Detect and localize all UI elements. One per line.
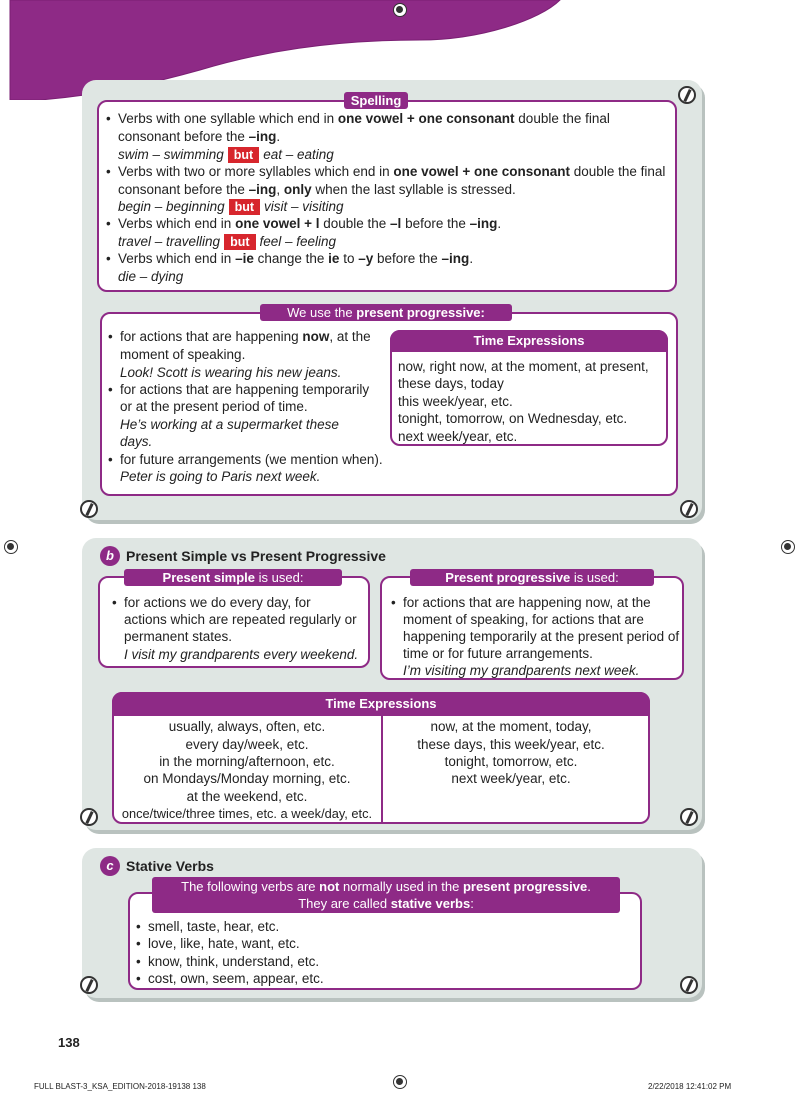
spelling-rule-2: • Verbs with two or more syllables which end in one vowel + one consonant double the final (118, 163, 665, 180)
use-line: • for actions that are happening temporarily (120, 381, 369, 398)
use-line: • for actions that are happening now, at the (120, 328, 371, 345)
progressive-line: happening temporarily at the present period of (403, 629, 680, 644)
registration-mark-left (4, 540, 18, 554)
section-b-badge: b (100, 546, 120, 566)
te-left-item: on Mondays/Monday morning, etc. (143, 771, 351, 786)
time-expressions-divider (381, 716, 383, 824)
stative-verb-item: • love, like, hate, want, etc. (148, 935, 300, 952)
spelling-rule-1: • Verbs with one syllable which end in one vowel + one consonant double the final (118, 110, 610, 127)
progressive-line: • for actions that are happening now, at the (403, 594, 651, 611)
time-expression-item: this week/year, etc. (398, 394, 513, 409)
use-example: Peter is going to Paris next week. (120, 469, 321, 484)
use-line: or at the present period of time. (120, 399, 308, 414)
spelling-example-1: swim – swimming but eat – eating (118, 147, 334, 162)
pin-icon (678, 86, 696, 104)
simple-example: I visit my grandparents every weekend. (124, 647, 359, 662)
present-progressive-title: Present progressive is used: (410, 569, 654, 586)
te-right-item: now, at the moment, today, (430, 719, 592, 734)
stative-verb-item: • smell, taste, hear, etc. (148, 918, 279, 935)
pin-icon (680, 808, 698, 826)
registration-mark-top (393, 3, 407, 17)
use-example: Look! Scott is wearing his new jeans. (120, 365, 342, 380)
progressive-line: time or for future arrangements. (403, 646, 593, 661)
te-left-item: at the weekend, etc. (186, 789, 308, 804)
simple-line: permanent states. (124, 629, 233, 644)
section-c-title: Stative Verbs (126, 858, 214, 874)
time-expression-item: now, right now, at the moment, at present, (398, 359, 649, 374)
present-simple-title: Present simple is used: (124, 569, 342, 586)
page-number: 138 (58, 1035, 80, 1050)
section-b-title: Present Simple vs Present Progressive (126, 548, 386, 564)
pin-icon (80, 808, 98, 826)
spelling-example-2: begin – beginning but visit – visiting (118, 199, 344, 214)
progressive-example: I’m visiting my grandparents next week. (403, 663, 640, 678)
spelling-rule-2-cont: consonant before the –ing, only when the last syllable is stressed. (118, 182, 516, 197)
time-expression-item: tonight, tomorrow, on Wednesday, etc. (398, 411, 628, 426)
use-line: moment of speaking. (120, 347, 246, 362)
stative-verb-item: • cost, own, seem, appear, etc. (148, 970, 324, 987)
stative-header-line-2: They are called stative verbs: (298, 896, 474, 911)
present-progressive-use-title: We use the present progressive: (260, 304, 512, 321)
stative-verbs-header (152, 877, 620, 913)
registration-mark-right (781, 540, 795, 554)
pin-icon (680, 500, 698, 518)
spelling-rule-1-cont: consonant before the –ing. (118, 129, 281, 144)
but-label: but (228, 147, 259, 163)
simple-line: actions which are repeated regularly or (124, 612, 357, 627)
but-label: but (229, 199, 260, 215)
pin-icon (680, 976, 698, 994)
but-label: but (224, 234, 255, 250)
spelling-title: Spelling (344, 92, 408, 109)
te-left-item: once/twice/three times, etc. a week/day, etc. (121, 806, 373, 821)
te-right-item: these days, this week/year, etc. (417, 737, 605, 752)
te-left-item: usually, always, often, etc. (168, 719, 326, 734)
registration-mark-bottom (393, 1075, 407, 1089)
spelling-rule-4: • Verbs which end in –ie change the ie to –y before the –ing. (118, 250, 473, 267)
pin-icon (80, 500, 98, 518)
progressive-line: moment of speaking, for actions that are (403, 612, 644, 627)
te-left-item: in the morning/afternoon, etc. (159, 754, 335, 769)
stative-verb-item: • know, think, understand, etc. (148, 953, 319, 970)
time-expression-item: these days, today (398, 376, 504, 391)
section-c-badge: c (100, 856, 120, 876)
use-example: days. (120, 434, 153, 449)
te-left-item: every day/week, etc. (185, 737, 309, 752)
stative-header-line-1: The following verbs are not normally used in the present progressive. (181, 879, 591, 894)
time-expressions-title: Time Expressions (390, 330, 668, 352)
simple-line: • for actions we do every day, for (124, 594, 311, 611)
time-expressions-title-2: Time Expressions (112, 692, 650, 716)
pin-icon (80, 976, 98, 994)
spelling-rule-3: • Verbs which end in one vowel + l double the –l before the –ing. (118, 215, 501, 232)
use-line: • for future arrangements (we mention when). (120, 451, 383, 468)
footer-left: FULL BLAST-3_KSA_EDITION-2018-19138 138 (34, 1082, 206, 1091)
te-right-item: next week/year, etc. (451, 771, 571, 786)
spelling-example-3: travel – travelling but feel – feeling (118, 234, 337, 249)
footer-right: 2/22/2018 12:41:02 PM (648, 1082, 732, 1091)
use-example: He’s working at a supermarket these (120, 417, 339, 432)
time-expression-item: next week/year, etc. (398, 429, 518, 444)
spelling-example-4: die – dying (118, 269, 184, 284)
te-right-item: tonight, tomorrow, etc. (444, 754, 578, 769)
